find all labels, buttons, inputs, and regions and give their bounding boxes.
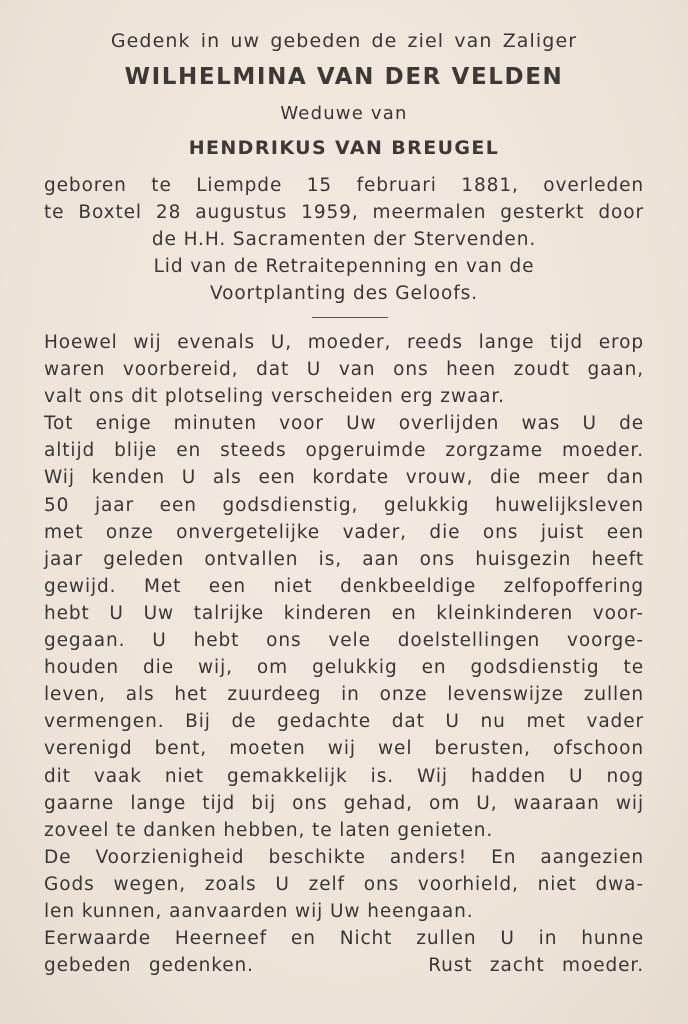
facts-line: geboren te Liempde 15 februari 1881, overleden <box>44 175 644 196</box>
text-line: dit vaak niet gemakkelijk is. Wij hadden U nog <box>44 765 644 787</box>
text-line: Wij kenden U als een kordate vrouw, die meer dan <box>44 467 644 489</box>
text-line: valt ons dit plotseling verscheiden erg zwaar. <box>44 386 505 408</box>
text-line: gaarne lange tijd bij ons gehad, om U, waaraan wij <box>44 792 644 814</box>
text-line: jaar geleden ontvallen is, aan ons huisgezin heeft <box>44 548 644 570</box>
text-line: De Voorzienigheid beschikte anders! En aangezien <box>44 846 644 868</box>
text-line: hebt U Uw talrijke kinderen en kleinkinderen voor- <box>44 602 644 624</box>
text-line: Eerwaarde Heerneef en Nicht zullen U in hunne <box>44 928 644 950</box>
text-line: 50 jaar een godsdienstig, gelukkig huwelijksleven <box>44 494 644 516</box>
life-facts <box>44 172 644 307</box>
text-line: met onze onvergetelijke vader, die ons juist een <box>44 521 644 543</box>
text-line: altijd blije en steeds opgeruimde zorgzame moeder. <box>44 440 644 462</box>
facts-line: Lid van de Retraitepenning en van de <box>153 256 535 277</box>
text-line: gegaan. U hebt ons vele doelstellingen voorge- <box>44 630 644 652</box>
facts-line: Voortplanting des Geloofs. <box>210 283 478 304</box>
text-line: houden die wij, om gelukkig en godsdienstig te <box>44 657 644 679</box>
facts-line: de H.H. Sacramenten der Stervenden. <box>151 229 537 250</box>
text-line: leven, als het zuurdeeg in onze levenswijze zullen <box>44 684 644 706</box>
text-line: Hoewel wij evenals U, moeder, reeds lange tijd erop <box>44 332 644 353</box>
divider-rule <box>312 317 388 318</box>
text-line: verenigd bent, moeten wij wel berusten, ofschoon <box>44 738 644 760</box>
text-line: len kunnen, aanvaarden wij Uw heengaan. <box>44 900 474 922</box>
text-line: Gods wegen, zoals U zelf ons voorhield, niet dwa- <box>44 873 644 895</box>
husband-name: HENDRIKUS VAN BREUGEL <box>188 137 500 159</box>
text-line: Tot enige minuten voor Uw overlijden was U de <box>44 413 644 435</box>
memorial-text <box>44 329 644 979</box>
facts-line: te Boxtel 28 augustus 1959, meermalen gesterkt door <box>44 202 644 223</box>
deceased-name: WILHELMINA VAN DER VELDEN <box>124 64 564 90</box>
text-line: vermengen. Bij de gedachte dat U nu met vader <box>44 711 644 733</box>
widow-of-line: Weduwe van <box>280 103 408 124</box>
intro-line: Gedenk in uw gebeden de ziel van Zaliger <box>110 30 578 52</box>
text-line: waren voorbereid, dat U van ons heen zoudt gaan, <box>44 359 644 381</box>
closing-line: gebeden gedenken. Rust zacht moeder. <box>44 955 644 977</box>
text-line: gewijd. Met een niet denkbeeldige zelfopoffering <box>44 575 644 597</box>
text-line: zoveel te danken hebben, te laten genieten. <box>44 819 494 841</box>
